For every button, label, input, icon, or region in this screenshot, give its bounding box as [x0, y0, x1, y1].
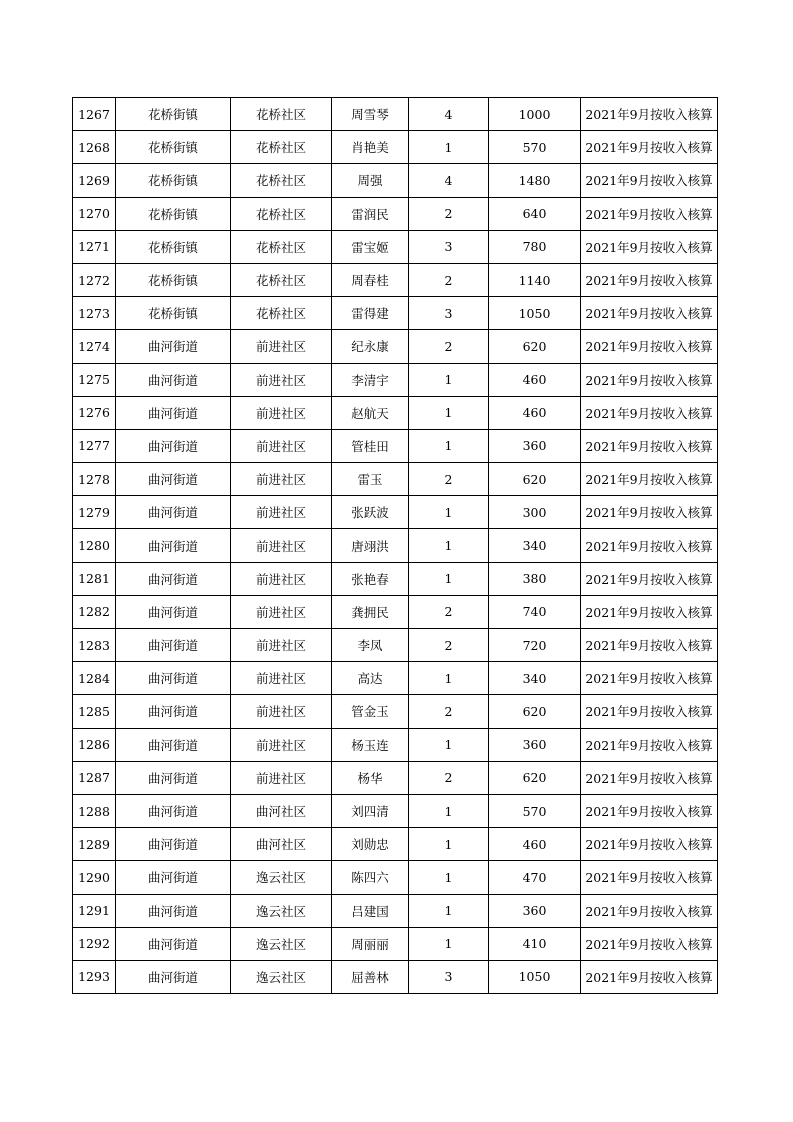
cell-amount: 780 — [489, 230, 581, 263]
cell-household-size: 2 — [409, 695, 489, 728]
cell-community: 花桥社区 — [231, 263, 332, 296]
cell-name: 周春桂 — [332, 263, 409, 296]
cell-name: 陈四六 — [332, 861, 409, 894]
cell-amount: 300 — [489, 496, 581, 529]
cell-community: 花桥社区 — [231, 98, 332, 131]
cell-row-number: 1277 — [73, 429, 116, 462]
cell-amount: 340 — [489, 529, 581, 562]
cell-name: 吕建国 — [332, 894, 409, 927]
cell-amount: 460 — [489, 396, 581, 429]
cell-household-size: 1 — [409, 927, 489, 960]
cell-amount: 1050 — [489, 297, 581, 330]
cell-community: 花桥社区 — [231, 297, 332, 330]
cell-town: 曲河街道 — [116, 529, 231, 562]
cell-note: 2021年9月按收入核算 — [581, 562, 718, 595]
table-row — [73, 131, 718, 164]
cell-row-number: 1286 — [73, 728, 116, 761]
cell-town: 曲河街道 — [116, 794, 231, 827]
cell-household-size: 1 — [409, 131, 489, 164]
cell-household-size: 2 — [409, 595, 489, 628]
cell-row-number: 1274 — [73, 330, 116, 363]
cell-name: 张艳春 — [332, 562, 409, 595]
cell-amount: 570 — [489, 131, 581, 164]
cell-amount: 620 — [489, 695, 581, 728]
cell-amount: 460 — [489, 828, 581, 861]
cell-household-size: 1 — [409, 662, 489, 695]
cell-town: 曲河街道 — [116, 629, 231, 662]
cell-name: 赵航天 — [332, 396, 409, 429]
cell-community: 前进社区 — [231, 330, 332, 363]
cell-household-size: 4 — [409, 98, 489, 131]
cell-note: 2021年9月按收入核算 — [581, 960, 718, 993]
cell-town: 花桥街镇 — [116, 131, 231, 164]
cell-community: 花桥社区 — [231, 230, 332, 263]
table-row — [73, 728, 718, 761]
cell-amount: 1000 — [489, 98, 581, 131]
table-row — [73, 595, 718, 628]
cell-name: 杨玉连 — [332, 728, 409, 761]
cell-note: 2021年9月按收入核算 — [581, 529, 718, 562]
cell-town: 曲河街道 — [116, 429, 231, 462]
cell-name: 纪永康 — [332, 330, 409, 363]
cell-row-number: 1287 — [73, 761, 116, 794]
cell-name: 唐翊洪 — [332, 529, 409, 562]
cell-community: 前进社区 — [231, 662, 332, 695]
cell-note: 2021年9月按收入核算 — [581, 695, 718, 728]
cell-household-size: 1 — [409, 861, 489, 894]
cell-row-number: 1271 — [73, 230, 116, 263]
cell-row-number: 1276 — [73, 396, 116, 429]
cell-community: 曲河社区 — [231, 828, 332, 861]
cell-name: 李凤 — [332, 629, 409, 662]
cell-name: 雷玉 — [332, 463, 409, 496]
cell-note: 2021年9月按收入核算 — [581, 363, 718, 396]
cell-row-number: 1281 — [73, 562, 116, 595]
cell-town: 曲河街道 — [116, 396, 231, 429]
cell-household-size: 2 — [409, 330, 489, 363]
cell-name: 周丽丽 — [332, 927, 409, 960]
cell-town: 曲河街道 — [116, 595, 231, 628]
cell-note: 2021年9月按收入核算 — [581, 164, 718, 197]
cell-amount: 620 — [489, 330, 581, 363]
cell-row-number: 1282 — [73, 595, 116, 628]
cell-household-size: 1 — [409, 529, 489, 562]
cell-note: 2021年9月按收入核算 — [581, 297, 718, 330]
table-row — [73, 960, 718, 993]
cell-household-size: 1 — [409, 794, 489, 827]
cell-town: 曲河街道 — [116, 761, 231, 794]
cell-town: 曲河街道 — [116, 960, 231, 993]
cell-note: 2021年9月按收入核算 — [581, 861, 718, 894]
table-row — [73, 463, 718, 496]
cell-community: 前进社区 — [231, 761, 332, 794]
cell-row-number: 1288 — [73, 794, 116, 827]
cell-name: 管桂田 — [332, 429, 409, 462]
table-row — [73, 396, 718, 429]
cell-row-number: 1273 — [73, 297, 116, 330]
cell-town: 曲河街道 — [116, 330, 231, 363]
cell-community: 前进社区 — [231, 363, 332, 396]
cell-community: 前进社区 — [231, 695, 332, 728]
cell-household-size: 1 — [409, 562, 489, 595]
cell-town: 花桥街镇 — [116, 297, 231, 330]
cell-amount: 1480 — [489, 164, 581, 197]
cell-note: 2021年9月按收入核算 — [581, 894, 718, 927]
cell-amount: 460 — [489, 363, 581, 396]
cell-town: 花桥街镇 — [116, 230, 231, 263]
cell-household-size: 1 — [409, 728, 489, 761]
cell-town: 曲河街道 — [116, 496, 231, 529]
cell-note: 2021年9月按收入核算 — [581, 429, 718, 462]
cell-household-size: 2 — [409, 263, 489, 296]
cell-name: 高达 — [332, 662, 409, 695]
cell-town: 曲河街道 — [116, 662, 231, 695]
cell-note: 2021年9月按收入核算 — [581, 197, 718, 230]
cell-amount: 740 — [489, 595, 581, 628]
table-row — [73, 297, 718, 330]
cell-amount: 570 — [489, 794, 581, 827]
cell-note: 2021年9月按收入核算 — [581, 761, 718, 794]
table-row — [73, 761, 718, 794]
cell-town: 曲河街道 — [116, 828, 231, 861]
cell-community: 逸云社区 — [231, 894, 332, 927]
cell-household-size: 1 — [409, 828, 489, 861]
table-row — [73, 363, 718, 396]
cell-note: 2021年9月按收入核算 — [581, 794, 718, 827]
table-row — [73, 98, 718, 131]
cell-amount: 360 — [489, 894, 581, 927]
cell-row-number: 1290 — [73, 861, 116, 894]
table-row — [73, 429, 718, 462]
cell-household-size: 1 — [409, 396, 489, 429]
cell-amount: 360 — [489, 429, 581, 462]
cell-note: 2021年9月按收入核算 — [581, 396, 718, 429]
table-row — [73, 164, 718, 197]
cell-name: 周强 — [332, 164, 409, 197]
table-row — [73, 263, 718, 296]
cell-row-number: 1272 — [73, 263, 116, 296]
cell-community: 逸云社区 — [231, 927, 332, 960]
cell-town: 曲河街道 — [116, 861, 231, 894]
cell-community: 逸云社区 — [231, 861, 332, 894]
cell-town: 曲河街道 — [116, 927, 231, 960]
roster-table — [72, 97, 718, 994]
cell-note: 2021年9月按收入核算 — [581, 330, 718, 363]
cell-town: 曲河街道 — [116, 363, 231, 396]
cell-household-size: 1 — [409, 496, 489, 529]
cell-town: 花桥街镇 — [116, 98, 231, 131]
cell-note: 2021年9月按收入核算 — [581, 662, 718, 695]
cell-community: 逸云社区 — [231, 960, 332, 993]
cell-name: 刘勋忠 — [332, 828, 409, 861]
cell-name: 李清宇 — [332, 363, 409, 396]
cell-name: 龚拥民 — [332, 595, 409, 628]
cell-row-number: 1292 — [73, 927, 116, 960]
cell-household-size: 3 — [409, 297, 489, 330]
cell-household-size: 4 — [409, 164, 489, 197]
cell-community: 花桥社区 — [231, 197, 332, 230]
roster-body — [73, 98, 718, 994]
cell-row-number: 1267 — [73, 98, 116, 131]
cell-name: 杨华 — [332, 761, 409, 794]
cell-household-size: 3 — [409, 960, 489, 993]
table-row — [73, 794, 718, 827]
cell-row-number: 1284 — [73, 662, 116, 695]
cell-amount: 620 — [489, 463, 581, 496]
cell-row-number: 1270 — [73, 197, 116, 230]
cell-community: 前进社区 — [231, 629, 332, 662]
cell-town: 花桥街镇 — [116, 164, 231, 197]
cell-town: 曲河街道 — [116, 695, 231, 728]
cell-community: 前进社区 — [231, 396, 332, 429]
cell-note: 2021年9月按收入核算 — [581, 230, 718, 263]
cell-name: 刘四清 — [332, 794, 409, 827]
table-row — [73, 894, 718, 927]
cell-note: 2021年9月按收入核算 — [581, 98, 718, 131]
table-row — [73, 562, 718, 595]
cell-note: 2021年9月按收入核算 — [581, 463, 718, 496]
table-row — [73, 861, 718, 894]
cell-town: 曲河街道 — [116, 463, 231, 496]
cell-row-number: 1291 — [73, 894, 116, 927]
cell-town: 花桥街镇 — [116, 197, 231, 230]
cell-community: 前进社区 — [231, 562, 332, 595]
cell-row-number: 1283 — [73, 629, 116, 662]
cell-note: 2021年9月按收入核算 — [581, 629, 718, 662]
table-row — [73, 629, 718, 662]
cell-amount: 1140 — [489, 263, 581, 296]
cell-household-size: 2 — [409, 463, 489, 496]
cell-community: 前进社区 — [231, 529, 332, 562]
cell-community: 前进社区 — [231, 728, 332, 761]
cell-name: 周雪琴 — [332, 98, 409, 131]
table-row — [73, 197, 718, 230]
table-row — [73, 330, 718, 363]
cell-name: 屈善林 — [332, 960, 409, 993]
cell-community: 前进社区 — [231, 429, 332, 462]
cell-note: 2021年9月按收入核算 — [581, 263, 718, 296]
cell-name: 张跃波 — [332, 496, 409, 529]
cell-name: 雷润民 — [332, 197, 409, 230]
cell-note: 2021年9月按收入核算 — [581, 496, 718, 529]
cell-community: 曲河社区 — [231, 794, 332, 827]
cell-row-number: 1278 — [73, 463, 116, 496]
cell-row-number: 1269 — [73, 164, 116, 197]
cell-town: 曲河街道 — [116, 894, 231, 927]
cell-row-number: 1268 — [73, 131, 116, 164]
cell-amount: 360 — [489, 728, 581, 761]
cell-row-number: 1275 — [73, 363, 116, 396]
cell-note: 2021年9月按收入核算 — [581, 131, 718, 164]
cell-household-size: 2 — [409, 197, 489, 230]
cell-amount: 380 — [489, 562, 581, 595]
cell-amount: 620 — [489, 761, 581, 794]
cell-household-size: 3 — [409, 230, 489, 263]
cell-name: 雷得建 — [332, 297, 409, 330]
cell-household-size: 2 — [409, 629, 489, 662]
cell-row-number: 1279 — [73, 496, 116, 529]
cell-amount: 720 — [489, 629, 581, 662]
cell-community: 花桥社区 — [231, 164, 332, 197]
cell-row-number: 1293 — [73, 960, 116, 993]
table-row — [73, 496, 718, 529]
cell-amount: 410 — [489, 927, 581, 960]
cell-amount: 640 — [489, 197, 581, 230]
cell-row-number: 1285 — [73, 695, 116, 728]
cell-amount: 340 — [489, 662, 581, 695]
cell-name: 雷宝姬 — [332, 230, 409, 263]
cell-amount: 470 — [489, 861, 581, 894]
cell-note: 2021年9月按收入核算 — [581, 728, 718, 761]
table-row — [73, 828, 718, 861]
cell-note: 2021年9月按收入核算 — [581, 927, 718, 960]
cell-amount: 1050 — [489, 960, 581, 993]
cell-household-size: 1 — [409, 894, 489, 927]
cell-name: 肖艳美 — [332, 131, 409, 164]
cell-town: 曲河街道 — [116, 562, 231, 595]
cell-row-number: 1289 — [73, 828, 116, 861]
cell-community: 前进社区 — [231, 463, 332, 496]
cell-town: 花桥街镇 — [116, 263, 231, 296]
table-row — [73, 695, 718, 728]
cell-household-size: 1 — [409, 429, 489, 462]
cell-note: 2021年9月按收入核算 — [581, 595, 718, 628]
cell-household-size: 1 — [409, 363, 489, 396]
cell-community: 花桥社区 — [231, 131, 332, 164]
cell-community: 前进社区 — [231, 595, 332, 628]
cell-name: 管金玉 — [332, 695, 409, 728]
cell-household-size: 2 — [409, 761, 489, 794]
cell-town: 曲河街道 — [116, 728, 231, 761]
cell-row-number: 1280 — [73, 529, 116, 562]
table-row — [73, 662, 718, 695]
cell-note: 2021年9月按收入核算 — [581, 828, 718, 861]
table-row — [73, 529, 718, 562]
table-row — [73, 927, 718, 960]
table-row — [73, 230, 718, 263]
cell-community: 前进社区 — [231, 496, 332, 529]
